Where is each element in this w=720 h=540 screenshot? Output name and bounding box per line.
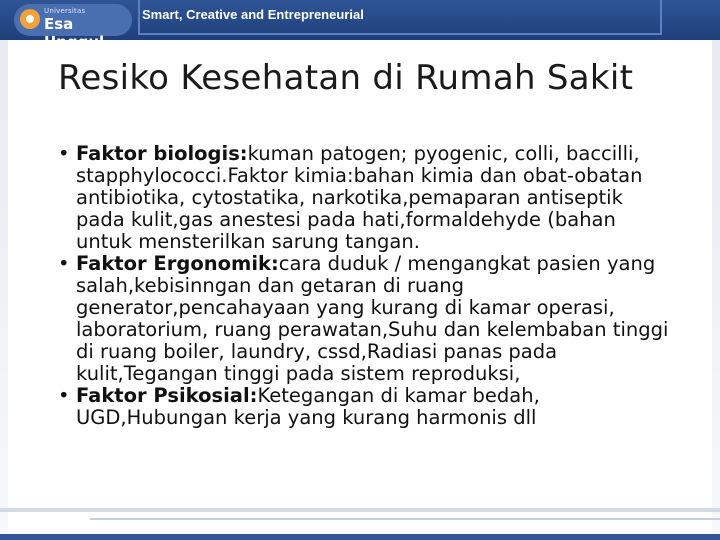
bullet-label: Faktor Psikosial: [76,384,258,407]
right-decoration [712,40,720,540]
bullet-text: Ketegangan di kamar bedah, UGD,Hubungan kerja yang kurang harmonis dll [76,384,540,429]
header-bar [0,0,720,51]
footer-bar [0,534,720,540]
logo-emblem-icon [20,9,40,29]
university-logo [14,4,132,51]
bullet-item-biologis [58,143,673,253]
logo-text: Esa Unggul [44,15,105,51]
bullet-text: cara duduk / mengangkat pasien yang salah,kebisinngan dan getaran di ruang generator,pencahayaan yang kurang di kamar operasi, laboratorium, ruang perawatan,Suhu dan kelembaban tinggi di ruang boiler, laundry, cssd,Radiasi panas pada kulit,Tegangan tinggi pada sistem reproduksi, [76,252,669,385]
footer-line [90,518,720,520]
bullet-label: Faktor Ergonomik: [76,252,279,275]
bullet-list [58,143,673,429]
bullet-item-ergonomik [58,253,673,385]
bullet-label: Faktor biologis: [76,142,248,165]
bullet-item-psikosial [58,385,673,429]
bullet-text: kuman patogen; pyogenic, colli, baccilli, stapphylococci.Faktor kimia:bahan kimia dan obat-obatan antibiotika, cytostatika, narkotika,pemaparan antiseptik pada kulit,gas anestesi pada hati,formaldehyde (bahan untuk mensterilkan sarung tangan. [76,142,643,253]
footer-line [0,508,720,512]
logo-subtitle: Universitas [44,7,86,15]
left-decoration [0,40,8,540]
tagline: Smart, Creative and Entrepreneurial [142,7,364,22]
slide-title: Resiko Kesehatan di Rumah Sakit [58,58,634,98]
footer-decoration [0,498,720,540]
